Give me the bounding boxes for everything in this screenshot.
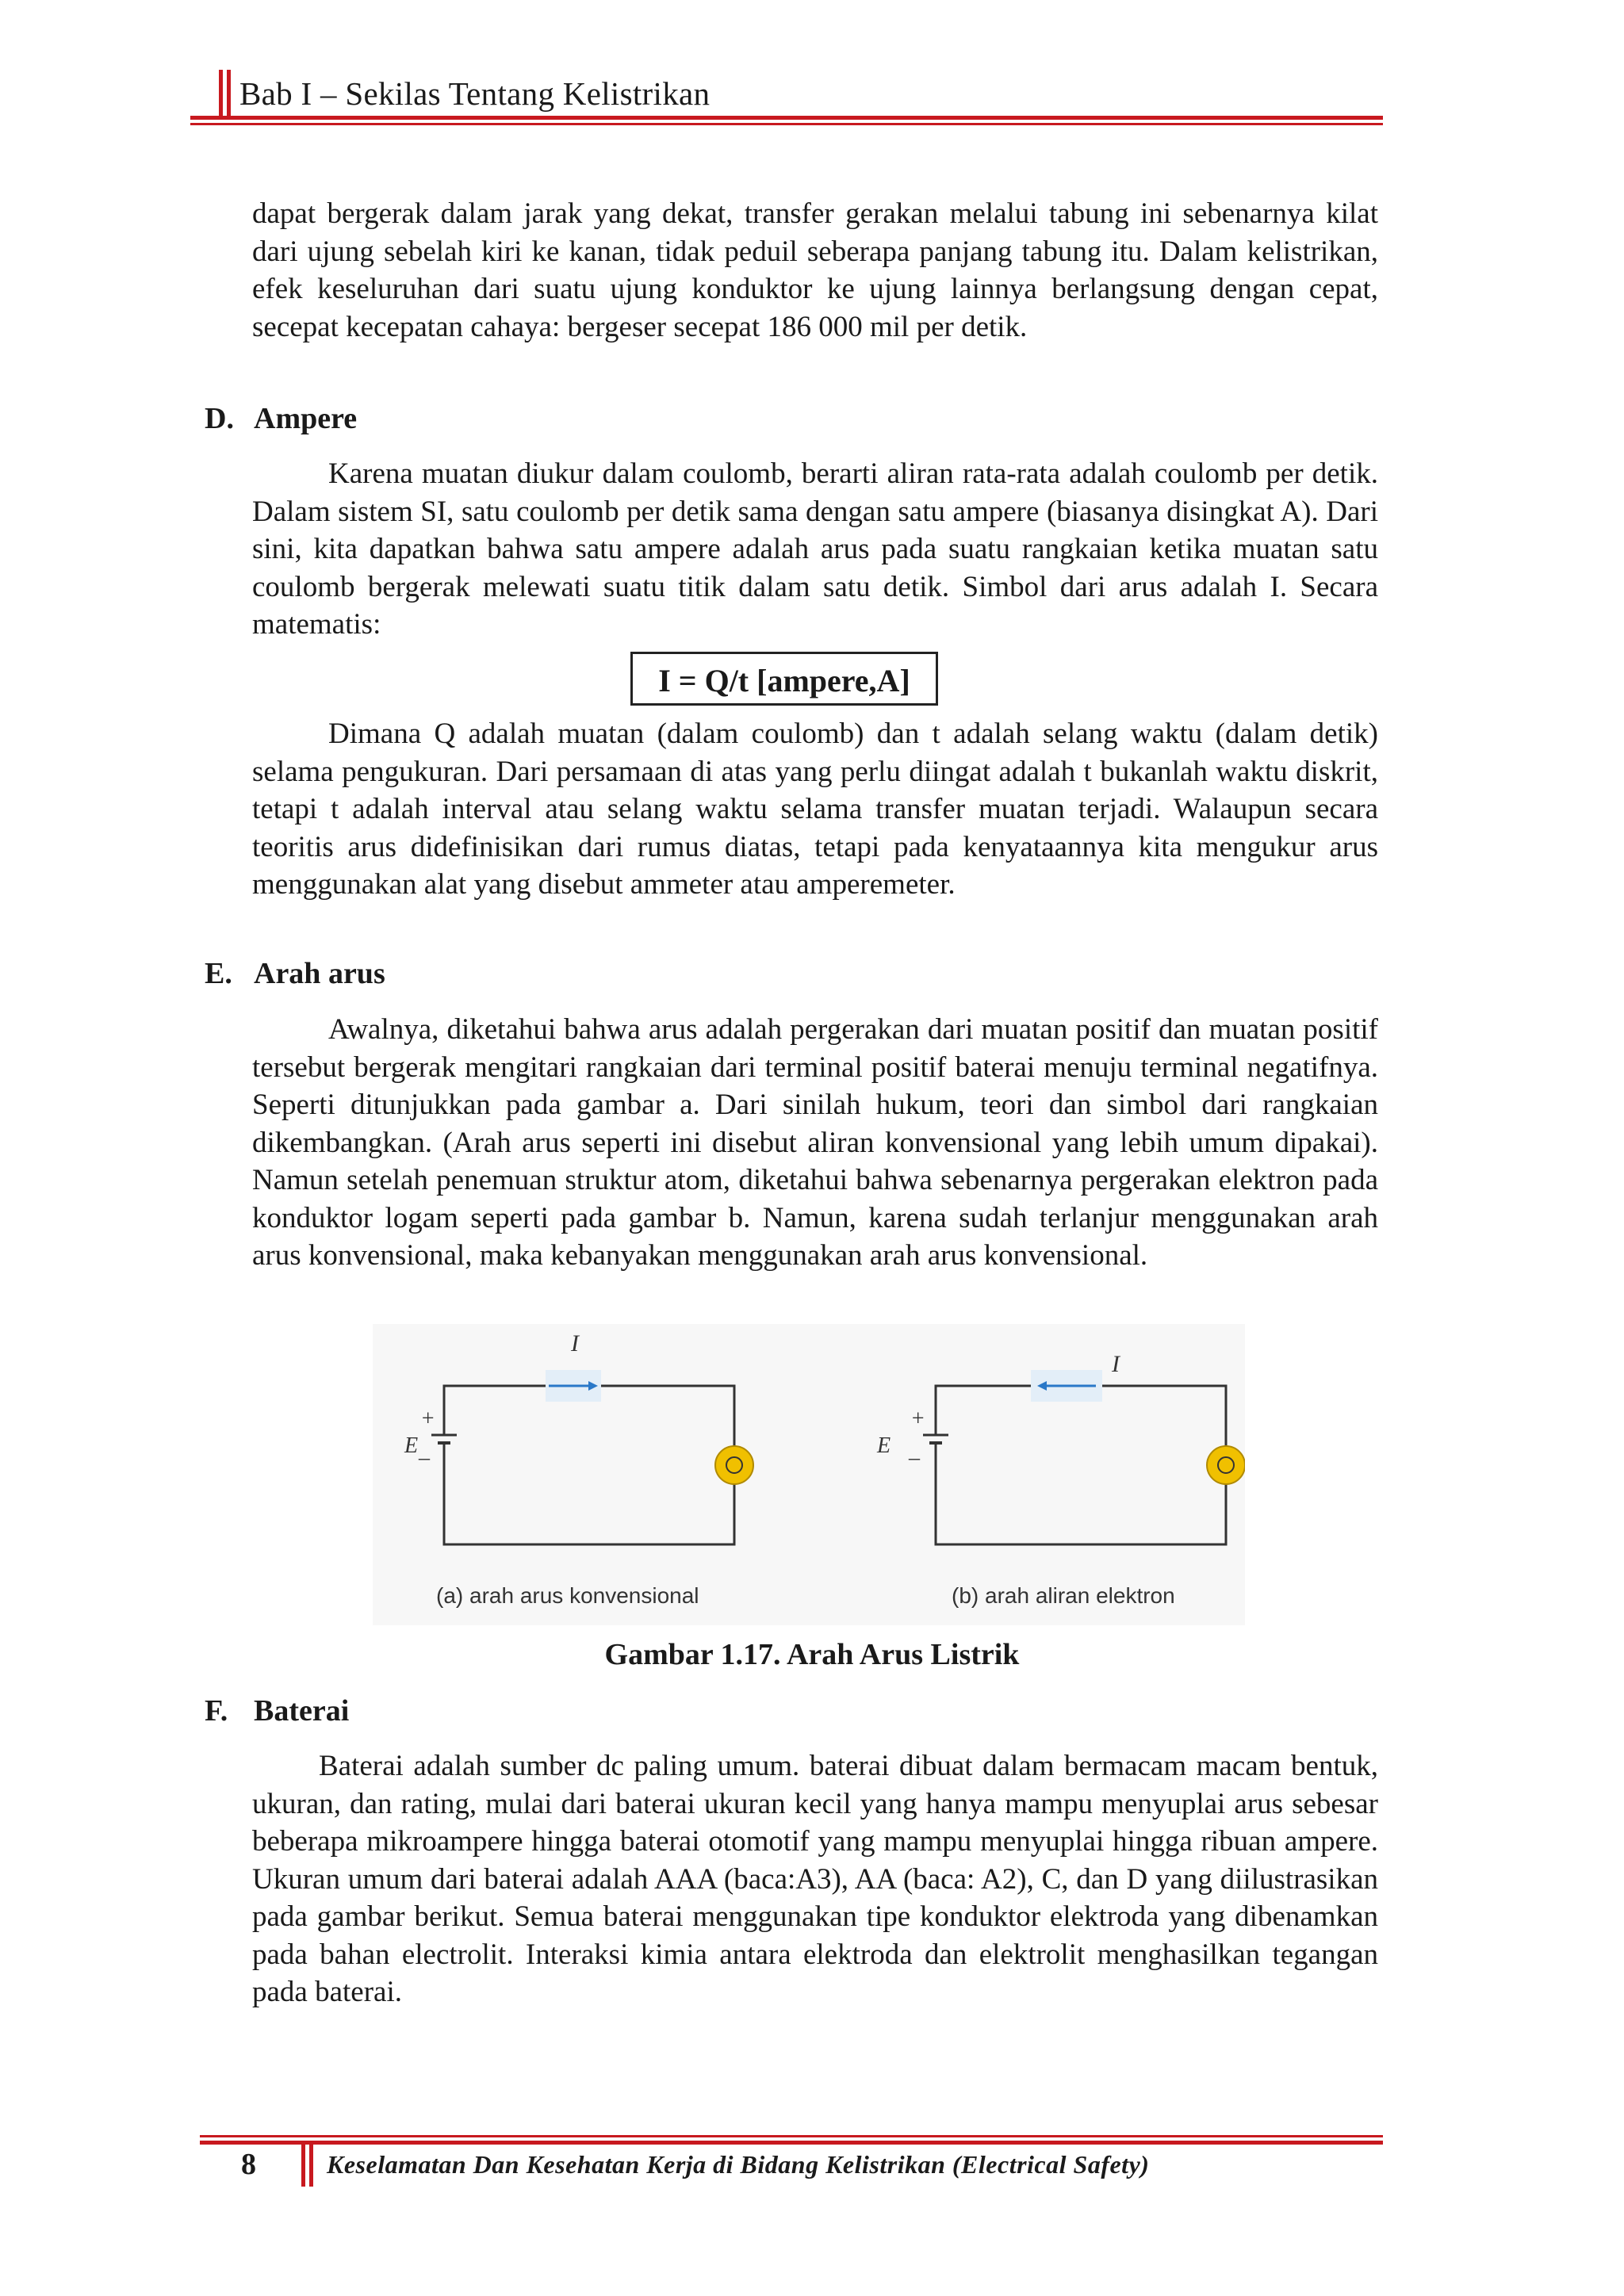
section-f-paragraph: Baterai adalah sumber dc paling umum. baterai dibuat dalam bermacam macam bentuk, ukuran, dan rating, mulai dari baterai ukuran kecil yang hanya mampu menyuplai arus sebesar beberapa mikroampere hingga baterai otomotif yang mampu menyuplai hingga ribuan ampere. Ukuran umum dari baterai adalah AAA (baca:A3), AA (baca: A2), C, dan D yang diilustrasikan pada gambar berikut. Semua baterai menggunakan tipe konduktor elektroda yang dibenamkan pada bahan electrolit. Interaksi kimia antara elektroda dan elektrolit menghasilkan tegangan pada baterai. [252, 1750, 1378, 2008]
current-label-b: I [1112, 1351, 1120, 1377]
section-d-number: D. [205, 402, 234, 435]
plus-sign-b: + [910, 1406, 925, 1431]
header-vertical-bar-1 [219, 70, 223, 119]
current-formula-box: I = Q/t [ampere,A] [630, 652, 938, 706]
footer-rule-top [200, 2135, 1383, 2137]
header-vertical-bar-2 [227, 70, 231, 119]
section-e-title: Arah arus [254, 957, 385, 990]
section-e-number: E. [205, 957, 232, 990]
section-d-paragraph-1: Karena muatan diukur dalam coulomb, berarti aliran rata-rata adalah coulomb per detik. Dalam sistem SI, satu coulomb per detik sama dengan satu ampere (biasanya disingkat A). Dari sini, kita dapatkan bahwa satu ampere adalah arus pada suatu rangkaian ketika muatan satu coulomb bergerak melewati suatu titik dalam satu detik. Simbol dari arus adalah I. Secara matematis: [252, 457, 1378, 641]
source-label-b: E [877, 1433, 891, 1458]
page-number: 8 [241, 2148, 256, 2181]
section-f-heading [205, 1693, 349, 1728]
footer-vertical-bar-1 [301, 2141, 305, 2187]
circuit-diagrams [373, 1324, 1245, 1625]
plus-sign-a: + [420, 1406, 435, 1431]
caption-circuit-a: (a) arah arus konvensional [436, 1583, 699, 1608]
section-e-paragraph: Awalnya, diketahui bahwa arus adalah pergerakan dari muatan positif dan muatan positif tersebut bergerak mengitari rangkaian dari terminal positif baterai menuju terminal negatifnya. Seperti ditunjukkan pada gambar a. Dari sinilah hukum, teori dan simbol dari rangkaian dikembangkan. (Arah arus seperti ini disebut aliran konvensional yang lebih umum dipakai). Namun setelah penemuan struktur atom, diketahui bahwa sebenarnya pergerakan elektron pada konduktor logam seperti pada gambar b. Namun, karena sudah terlanjur menggunakan arah arus konvensional, maka kebanyakan menggunakan arah arus konvensional. [252, 1013, 1378, 1272]
footer-vertical-bar-2 [309, 2141, 313, 2187]
current-direction-figure [373, 1324, 1245, 1625]
minus-sign-a: _ [419, 1438, 430, 1463]
lamp-icon [715, 1446, 753, 1484]
header-rule-top [190, 116, 1383, 120]
header-title: Bab I – Sekilas Tentang Kelistrikan [239, 75, 710, 112]
figure-caption: Gambar 1.17. Arah Arus Listrik [604, 1638, 1020, 1671]
section-e-heading [205, 956, 385, 991]
section-f-title: Baterai [254, 1694, 350, 1728]
footer-title: Keselamatan Dan Kesehatan Kerja di Bidang Kelistrikan (Electrical Safety) [327, 2150, 1150, 2179]
caption-circuit-b: (b) arah aliran elektron [952, 1583, 1175, 1608]
intro-paragraph: dapat bergerak dalam jarak yang dekat, transfer gerakan melalui tabung ini sebenarnya kilat dari ujung sebelah kiri ke kanan, tidak peduil seberapa panjang tabung itu. Dalam kelistrikan, efek keseluruhan dari suatu ujung konduktor ke ujung lainnya berlangsung dengan cepat, secepat kecepatan cahaya: bergeser secepat 186 000 mil per detik. [252, 197, 1378, 343]
lamp-icon [1207, 1446, 1245, 1484]
section-d-heading [205, 401, 357, 436]
section-f-number: F. [205, 1694, 228, 1728]
source-label-a: E [404, 1433, 419, 1458]
minus-sign-b: _ [909, 1438, 920, 1463]
section-d-title: Ampere [254, 402, 358, 435]
section-d-paragraph-2: Dimana Q adalah muatan (dalam coulomb) dan t adalah selang waktu (dalam detik) selama pengukuran. Dari persamaan di atas yang perlu diingat adalah t bukanlah waktu diskrit, tetapi t adalah interval atau selang waktu selama transfer muatan terjadi. Walaupun secara teoritis arus didefinisikan dari rumus diatas, tetapi pada kenyataannya kita mengukur arus menggunakan alat yang disebut ammeter atau amperemeter. [252, 718, 1378, 901]
current-label-a: I [571, 1330, 579, 1357]
header-rule-bottom [190, 123, 1383, 125]
footer-rule-bottom [200, 2141, 1383, 2145]
